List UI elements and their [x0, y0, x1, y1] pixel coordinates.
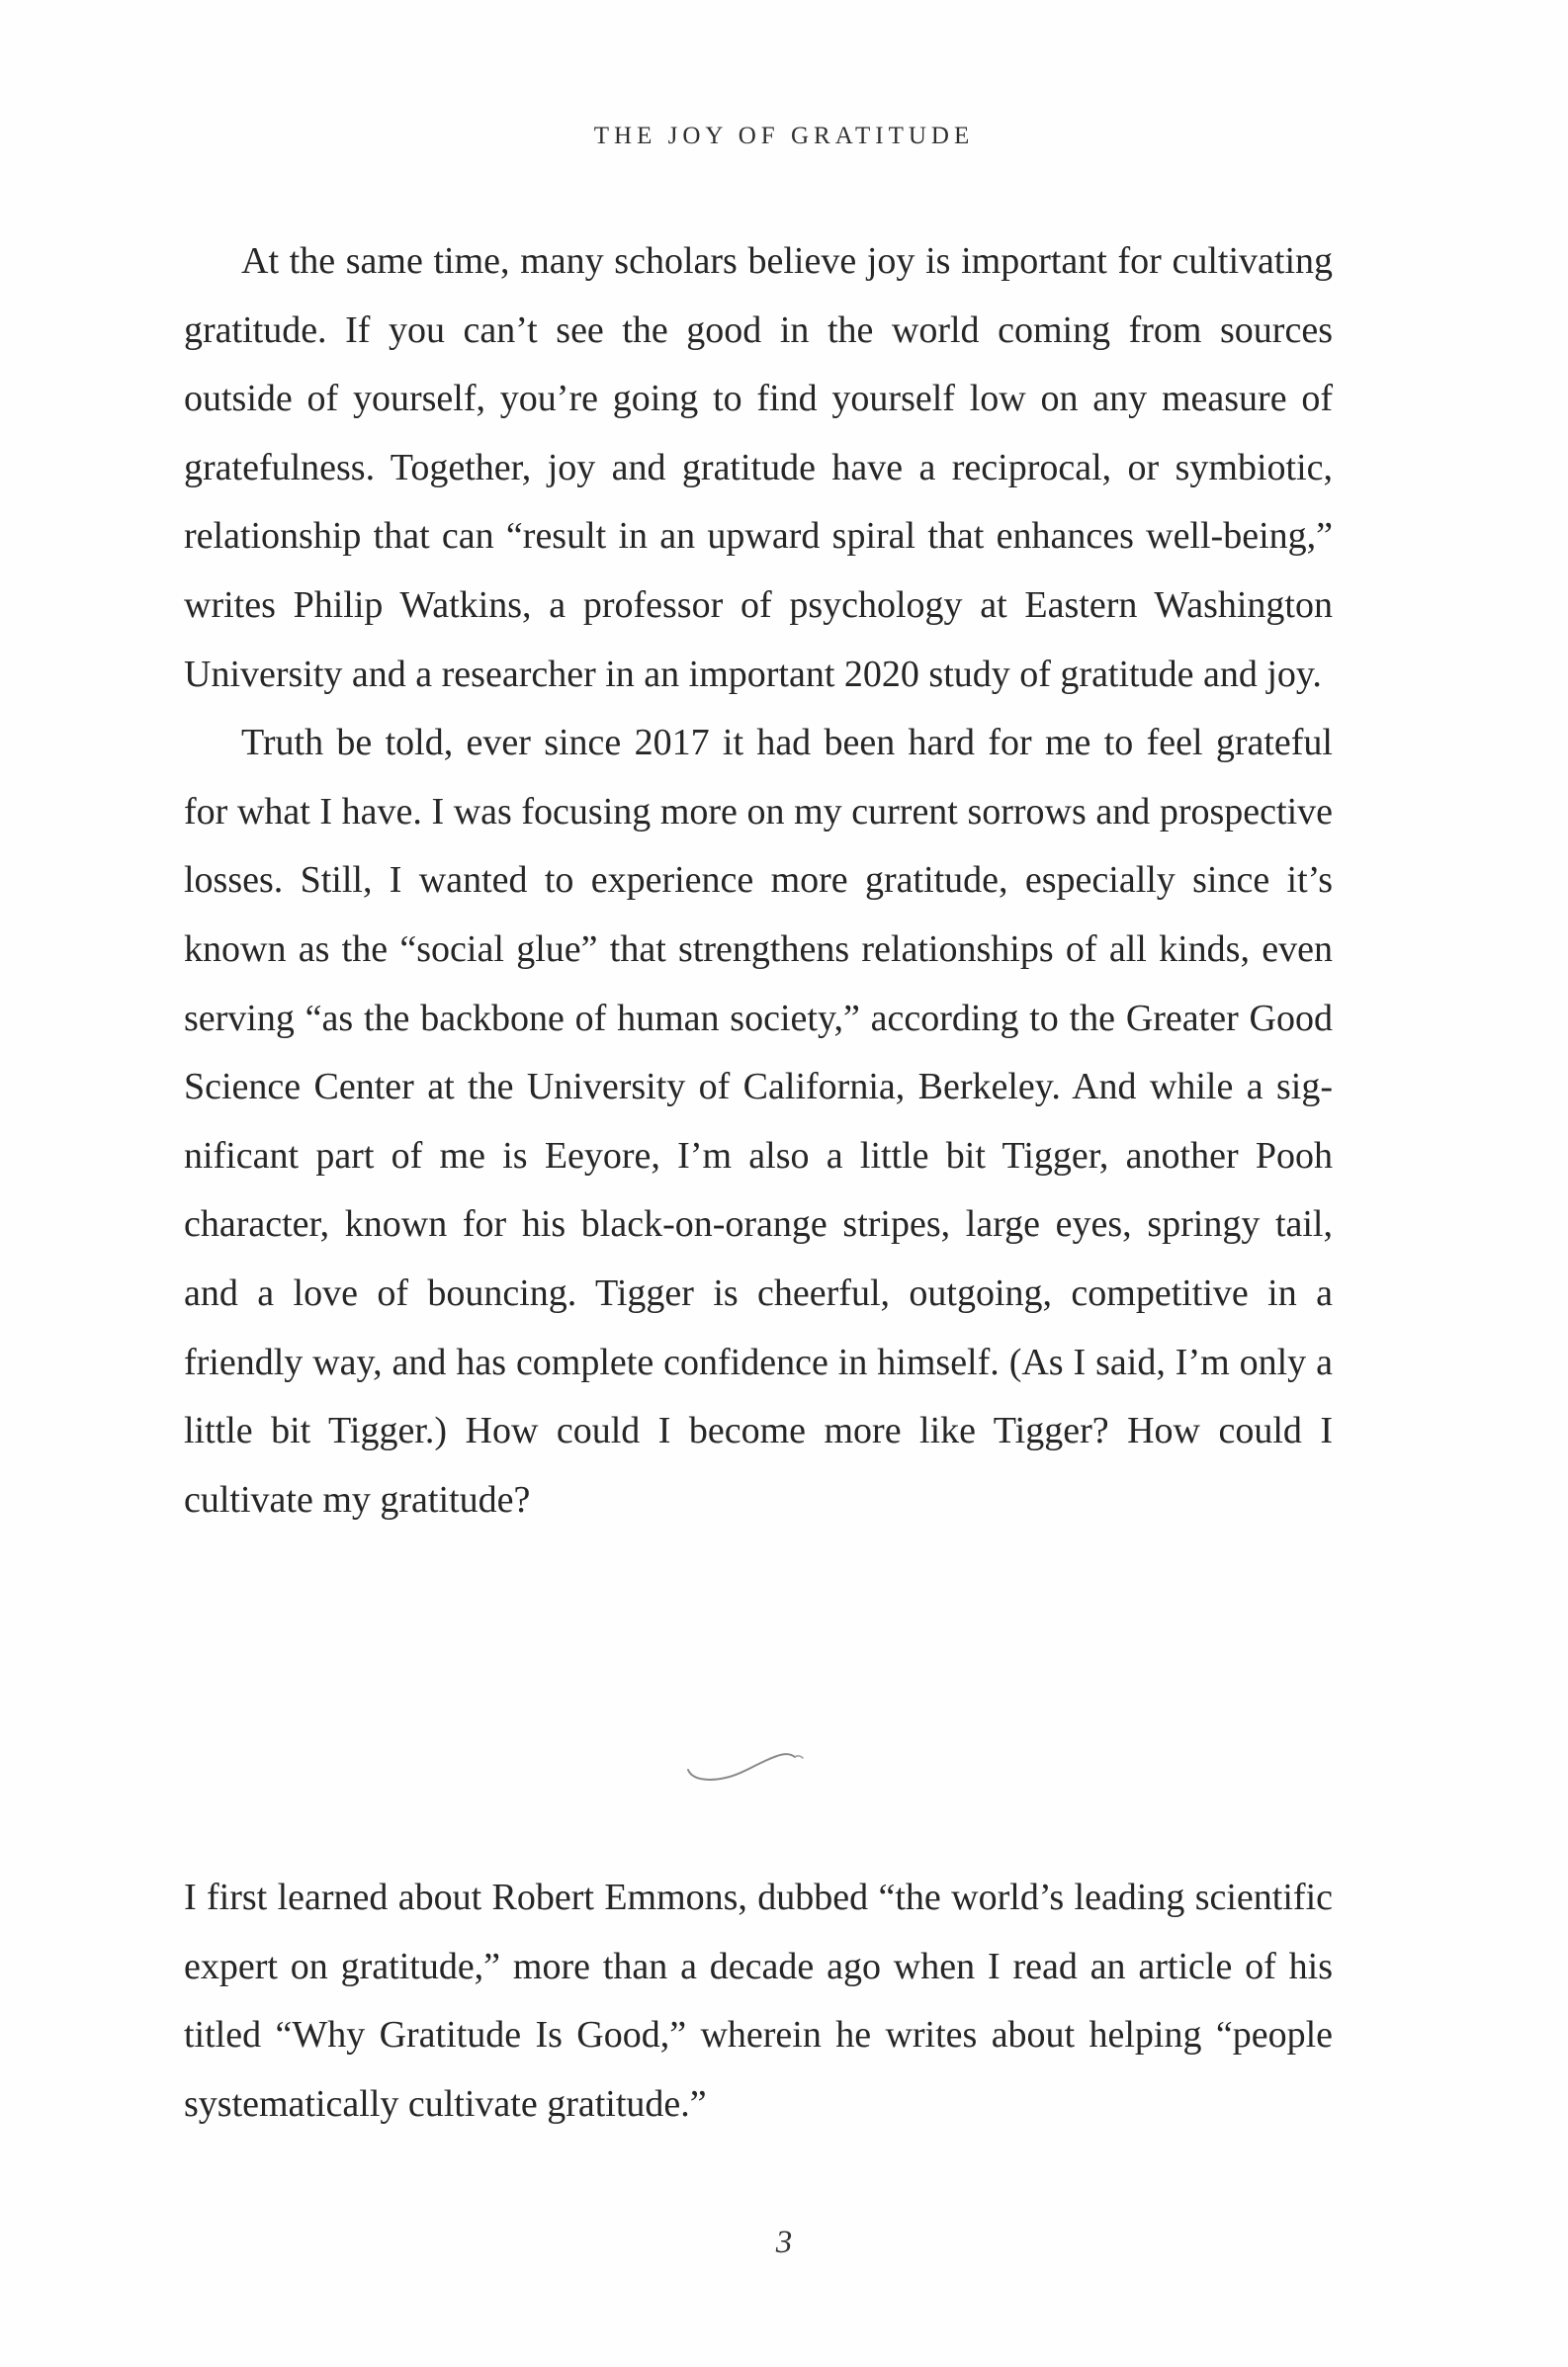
- page-number: 3: [775, 2225, 793, 2260]
- swash-ornament-icon: [678, 1742, 827, 1792]
- paragraph: I first learned about Robert Emmons, dubbed “the world’s leading scientific expert on gratitude,” more than a decade ago when I read an article of his titled “Why Gratitude Is Good,” wherein he writes about helping “people systematically cultivate gratitude.”: [184, 1877, 1333, 2125]
- running-head: THE JOY OF GRATITUDE: [593, 123, 975, 149]
- section-body: [184, 1864, 1333, 2139]
- section-body: [184, 227, 1333, 1534]
- paragraph: At the same time, many scholars believe joy is important for cultivating gratitude. If you can’t see the good in the world coming from sources outside of yourself, you’re going to find yourself low on any measure of gratefulness. Together, joy and gratitude have a reciprocal, or symbiotic, relationship that can “result in an upward spiral that enhances well-being,” writes Philip Watkins, a professor of psychology at Eastern Washington University and a researcher in an important 2020 study of gratitude and joy.: [184, 240, 1333, 695]
- paragraph: Truth be told, ever since 2017 it had been hard for me to feel grateful for what I have. I was focusing more on my current sorrows and prospective losses. Still, I wanted to experience more gratitude, especially since it’s known as the “social glue” that strengthens relationships of all kinds, even serving “as the backbone of human society,” according to the Greater Good Science Center at the University of California, Berkeley. And while a significant part of me is Eeyore, I’m also a little bit Tigger, another Pooh character, known for his black-on-orange stripes, large eyes, springy tail, and a love of bouncing. Tigger is cheerful, outgoing, competitive in a friendly way, and has complete confidence in himself. (As I said, I’m only a little bit Tigger.) How could I become more like Tigger? How could I cultivate my gratitude?: [184, 722, 1333, 1521]
